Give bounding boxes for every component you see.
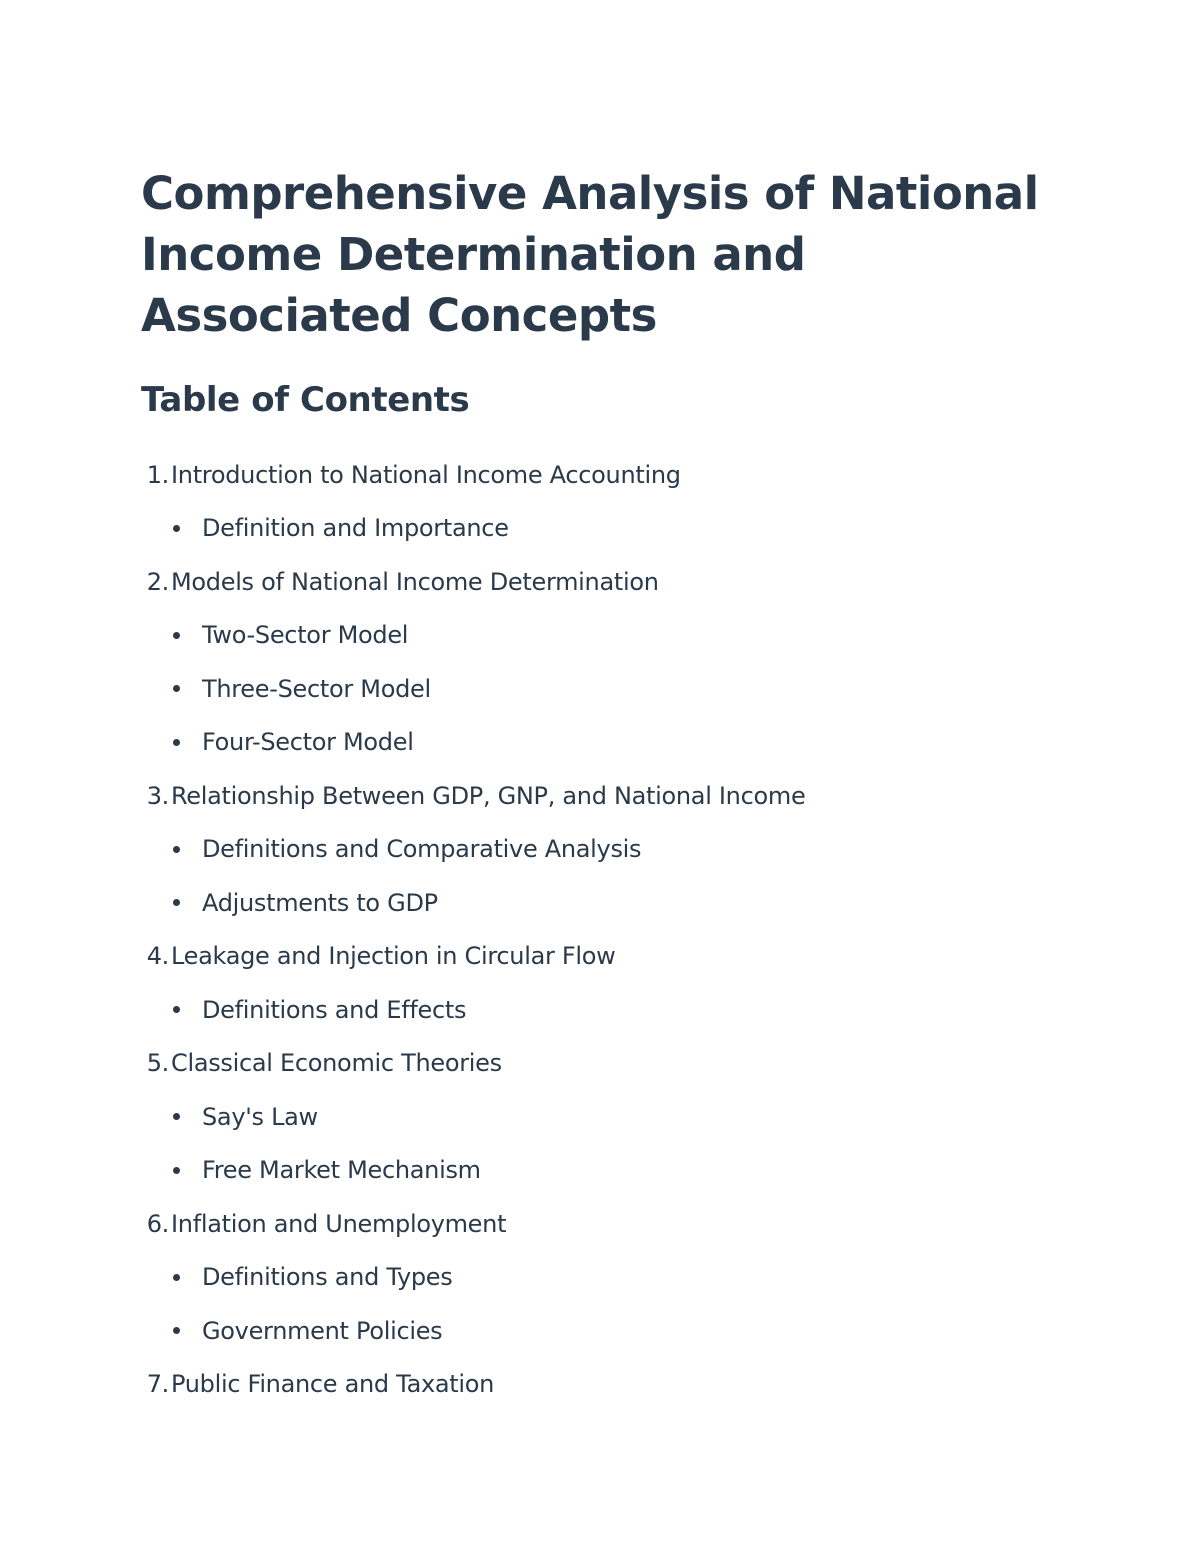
toc-item-number: 2. <box>146 567 169 596</box>
toc-item-label[interactable]: Public Finance and Taxation <box>171 1370 495 1399</box>
toc-subitem[interactable] <box>141 502 1081 556</box>
toc-item[interactable] <box>141 930 1081 984</box>
toc-item-label[interactable]: Classical Economic Theories <box>171 1049 502 1078</box>
toc-subitem-label[interactable]: Four-Sector Model <box>202 728 414 757</box>
toc-subitem[interactable] <box>141 983 1081 1037</box>
table-of-contents <box>141 448 1081 1411</box>
toc-subitem-label[interactable]: Definitions and Types <box>202 1263 453 1292</box>
toc-subitem-label[interactable]: Free Market Mechanism <box>202 1156 481 1185</box>
toc-item[interactable] <box>141 1358 1081 1412</box>
toc-item-label[interactable]: Relationship Between GDP, GNP, and National Income <box>171 781 806 810</box>
bullet-icon <box>173 899 180 906</box>
toc-subitem[interactable] <box>141 662 1081 716</box>
toc-subitem[interactable] <box>141 876 1081 930</box>
toc-item-label[interactable]: Introduction to National Income Accounting <box>171 460 681 489</box>
bullet-icon <box>173 1167 180 1174</box>
bullet-icon <box>173 685 180 692</box>
toc-subitem-label[interactable]: Adjustments to GDP <box>202 888 438 917</box>
toc-subitem[interactable] <box>141 1304 1081 1358</box>
toc-item-number: 5. <box>146 1049 169 1078</box>
toc-item-number: 3. <box>146 781 169 810</box>
toc-item[interactable] <box>141 555 1081 609</box>
toc-item-number: 4. <box>146 942 169 971</box>
toc-subitem-label[interactable]: Definition and Importance <box>202 514 509 543</box>
bullet-icon <box>173 846 180 853</box>
toc-subitem-label[interactable]: Two-Sector Model <box>202 621 409 650</box>
toc-subitem-label[interactable]: Say's Law <box>202 1102 318 1131</box>
toc-subitem[interactable] <box>141 823 1081 877</box>
toc-item[interactable] <box>141 1037 1081 1091</box>
toc-item-number: 6. <box>146 1209 169 1238</box>
toc-item-number: 7. <box>146 1370 169 1399</box>
toc-subitem[interactable] <box>141 1251 1081 1305</box>
toc-subitem[interactable] <box>141 1090 1081 1144</box>
toc-item-label[interactable]: Models of National Income Determination <box>171 567 659 596</box>
toc-heading: Table of Contents <box>141 380 470 420</box>
toc-subitem-label[interactable]: Three-Sector Model <box>202 674 431 703</box>
bullet-icon <box>173 1006 180 1013</box>
bullet-icon <box>173 1113 180 1120</box>
toc-item[interactable] <box>141 769 1081 823</box>
bullet-icon <box>173 632 180 639</box>
toc-subitem-label[interactable]: Government Policies <box>202 1316 443 1345</box>
toc-subitem[interactable] <box>141 716 1081 770</box>
toc-item[interactable] <box>141 448 1081 502</box>
toc-subitem-label[interactable]: Definitions and Comparative Analysis <box>202 835 642 864</box>
document-title: Comprehensive Analysis of National Income Determination and Associated Concepts <box>141 167 1039 342</box>
toc-item[interactable] <box>141 1197 1081 1251</box>
bullet-icon <box>173 739 180 746</box>
toc-subitem-label[interactable]: Definitions and Effects <box>202 995 467 1024</box>
toc-item-number: 1. <box>146 460 169 489</box>
toc-subitem[interactable] <box>141 609 1081 663</box>
bullet-icon <box>173 525 180 532</box>
toc-item-label[interactable]: Inflation and Unemployment <box>171 1209 507 1238</box>
toc-item-label[interactable]: Leakage and Injection in Circular Flow <box>171 942 616 971</box>
bullet-icon <box>173 1274 180 1281</box>
toc-subitem[interactable] <box>141 1144 1081 1198</box>
bullet-icon <box>173 1327 180 1334</box>
